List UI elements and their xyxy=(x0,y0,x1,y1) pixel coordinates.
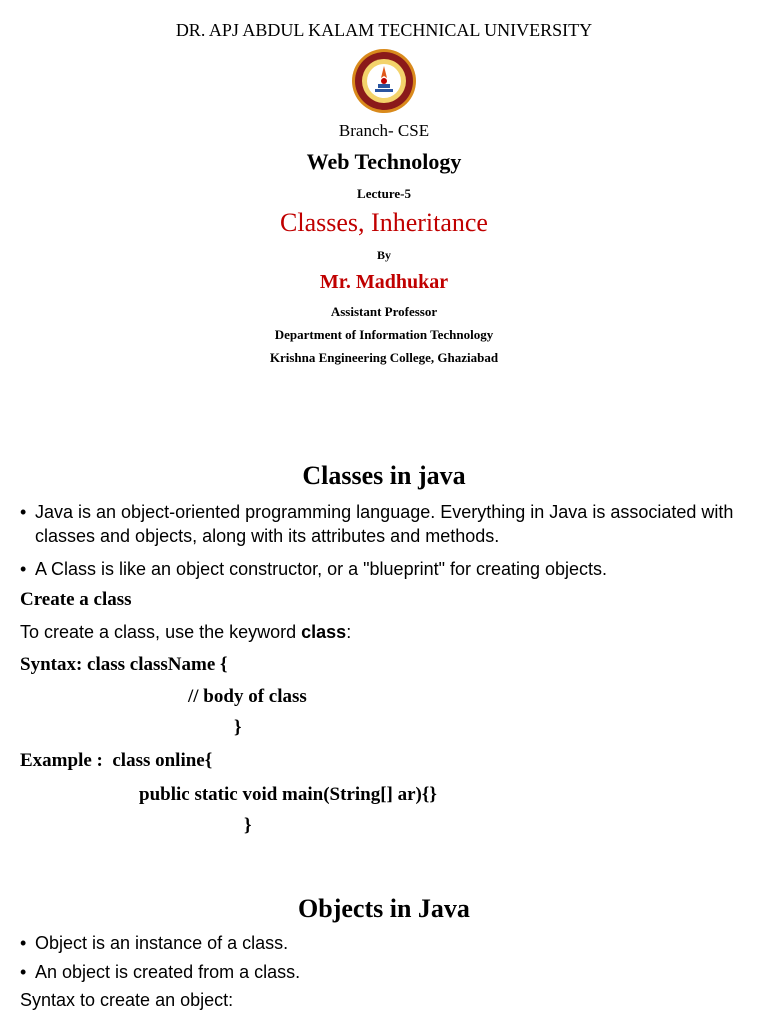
classes-heading: Classes in java xyxy=(302,461,466,490)
create-class-heading: Create a class xyxy=(20,589,132,610)
university-seal-icon xyxy=(351,48,417,114)
objects-bullet-2: • An object is created from a class. xyxy=(20,962,301,982)
objects-heading: Objects in Java xyxy=(298,894,470,923)
college: Krishna Engineering College, Ghaziabad xyxy=(269,350,499,365)
designation: Assistant Professor xyxy=(330,304,438,319)
syntax-line-2: // body of class xyxy=(188,686,307,707)
bullet-icon: • xyxy=(20,962,27,982)
branch-label: Branch- CSE xyxy=(338,121,430,140)
example-line-1: Example : class online{ xyxy=(20,750,213,771)
bullet-icon: • xyxy=(20,502,27,522)
object-syntax-label: Syntax to create an object: xyxy=(20,990,234,1010)
classes-bullet-1: • Java is an object-oriented programming language. Everything in Java is associated with classes and objects, along with its attributes and methods. xyxy=(20,502,734,546)
university-name: DR. APJ ABDUL KALAM TECHNICAL UNIVERSITY xyxy=(175,20,593,40)
example-line-2: public static void main(String[] ar){} xyxy=(139,784,437,805)
syntax-line-1: Syntax: class className { xyxy=(20,654,228,675)
subject-title: Web Technology xyxy=(306,149,462,174)
syntax-line-3: } xyxy=(234,717,242,738)
objects-bullet-1: • Object is an instance of a class. xyxy=(20,933,289,953)
create-class-text: To create a class, use the keyword class: xyxy=(20,622,352,642)
by-label: By xyxy=(376,248,391,262)
classes-bullet-2: • A Class is like an object constructor, or a "blueprint" for creating objects. xyxy=(20,559,608,579)
author-name: Mr. Madhukar xyxy=(319,271,449,293)
lecture-label: Lecture-5 xyxy=(357,186,411,201)
topic-title: Classes, Inheritance xyxy=(280,208,488,237)
example-line-3: } xyxy=(244,815,252,836)
bullet-icon: • xyxy=(20,559,27,579)
department: Department of Information Technology xyxy=(274,327,494,342)
bullet-icon: • xyxy=(20,933,27,953)
keyword-class: class xyxy=(301,622,347,642)
